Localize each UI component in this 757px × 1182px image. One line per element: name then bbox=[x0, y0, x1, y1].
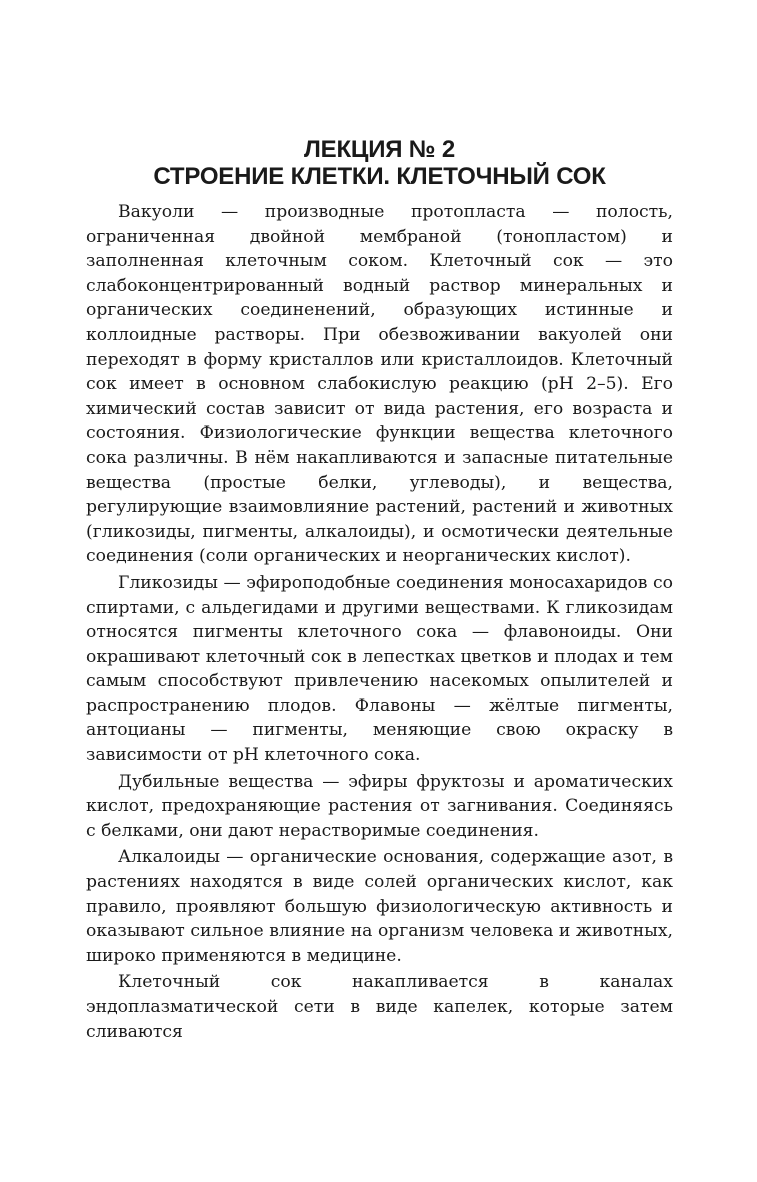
paragraph-glycosides: Гликозиды — эфироподобные соединения моносахаридов со спиртами, с альдегидами и другими веществами. К гликозидам относятся пигменты клеточного сока — флавоноиды. Они окрашивают клеточный сок в лепестках цветков и плодах и тем самым способствуют привлечению насекомых опылителей и распространению плодов. Флавоны — жёлтые пигменты, антоцианы — пигменты, меняющие свою окраску в зависимости от pH клеточного сока. bbox=[86, 572, 673, 766]
paragraph-tannins: Дубильные вещества — эфиры фруктозы и ароматических кислот, предохраняющие растения от загнивания. Соединяясь с белками, они дают нерастворимые соединения. bbox=[86, 771, 673, 841]
paragraph-cell-sap-accumulation: Клеточный сок накапливается в каналах эндоплазматической сети в виде капелек, которые затем сливаются bbox=[86, 972, 673, 1042]
lecture-heading bbox=[86, 136, 673, 190]
paragraph-alkaloids: Алкалоиды — органические основания, содержащие азот, в растениях находятся в виде солей органических кислот, как правило, проявляют большую физиологическую активность и оказывают сильное влияние на организм человека и животных, широко применяются в медицине. bbox=[86, 847, 673, 966]
lecture-title: СТРОЕНИЕ КЛЕТКИ. КЛЕТОЧНЫЙ СОК bbox=[153, 163, 606, 190]
paragraph-vacuoles: Вакуоли — производные протопласта — полость, ограниченная двойной мембраной (тонопластом) и заполненная клеточным соком. Клеточный сок — это слабоконцентрированный водный раствор минеральных и органических соединенений, образующих истинные и коллоидные растворы. При обезвоживании вакуолей они переходят в форму кристаллов или кристаллоидов. Клеточный сок имеет в основном слабокислую реакцию (pH 2–5). Его химический состав зависит от вида растения, его возраста и состояния. Физиологические функции вещества клеточного сока различны. В нём накапливаются и запасные питательные вещества (простые белки, углеводы), и вещества, регулирующие взаимовлияние растений, растений и животных (гликозиды, пигменты, алкалоиды), и осмотически деятельные соединения (соли органических и неорганических кислот). bbox=[86, 202, 673, 567]
lecture-number: ЛЕКЦИЯ № 2 bbox=[304, 136, 455, 163]
body-text bbox=[86, 200, 673, 1044]
